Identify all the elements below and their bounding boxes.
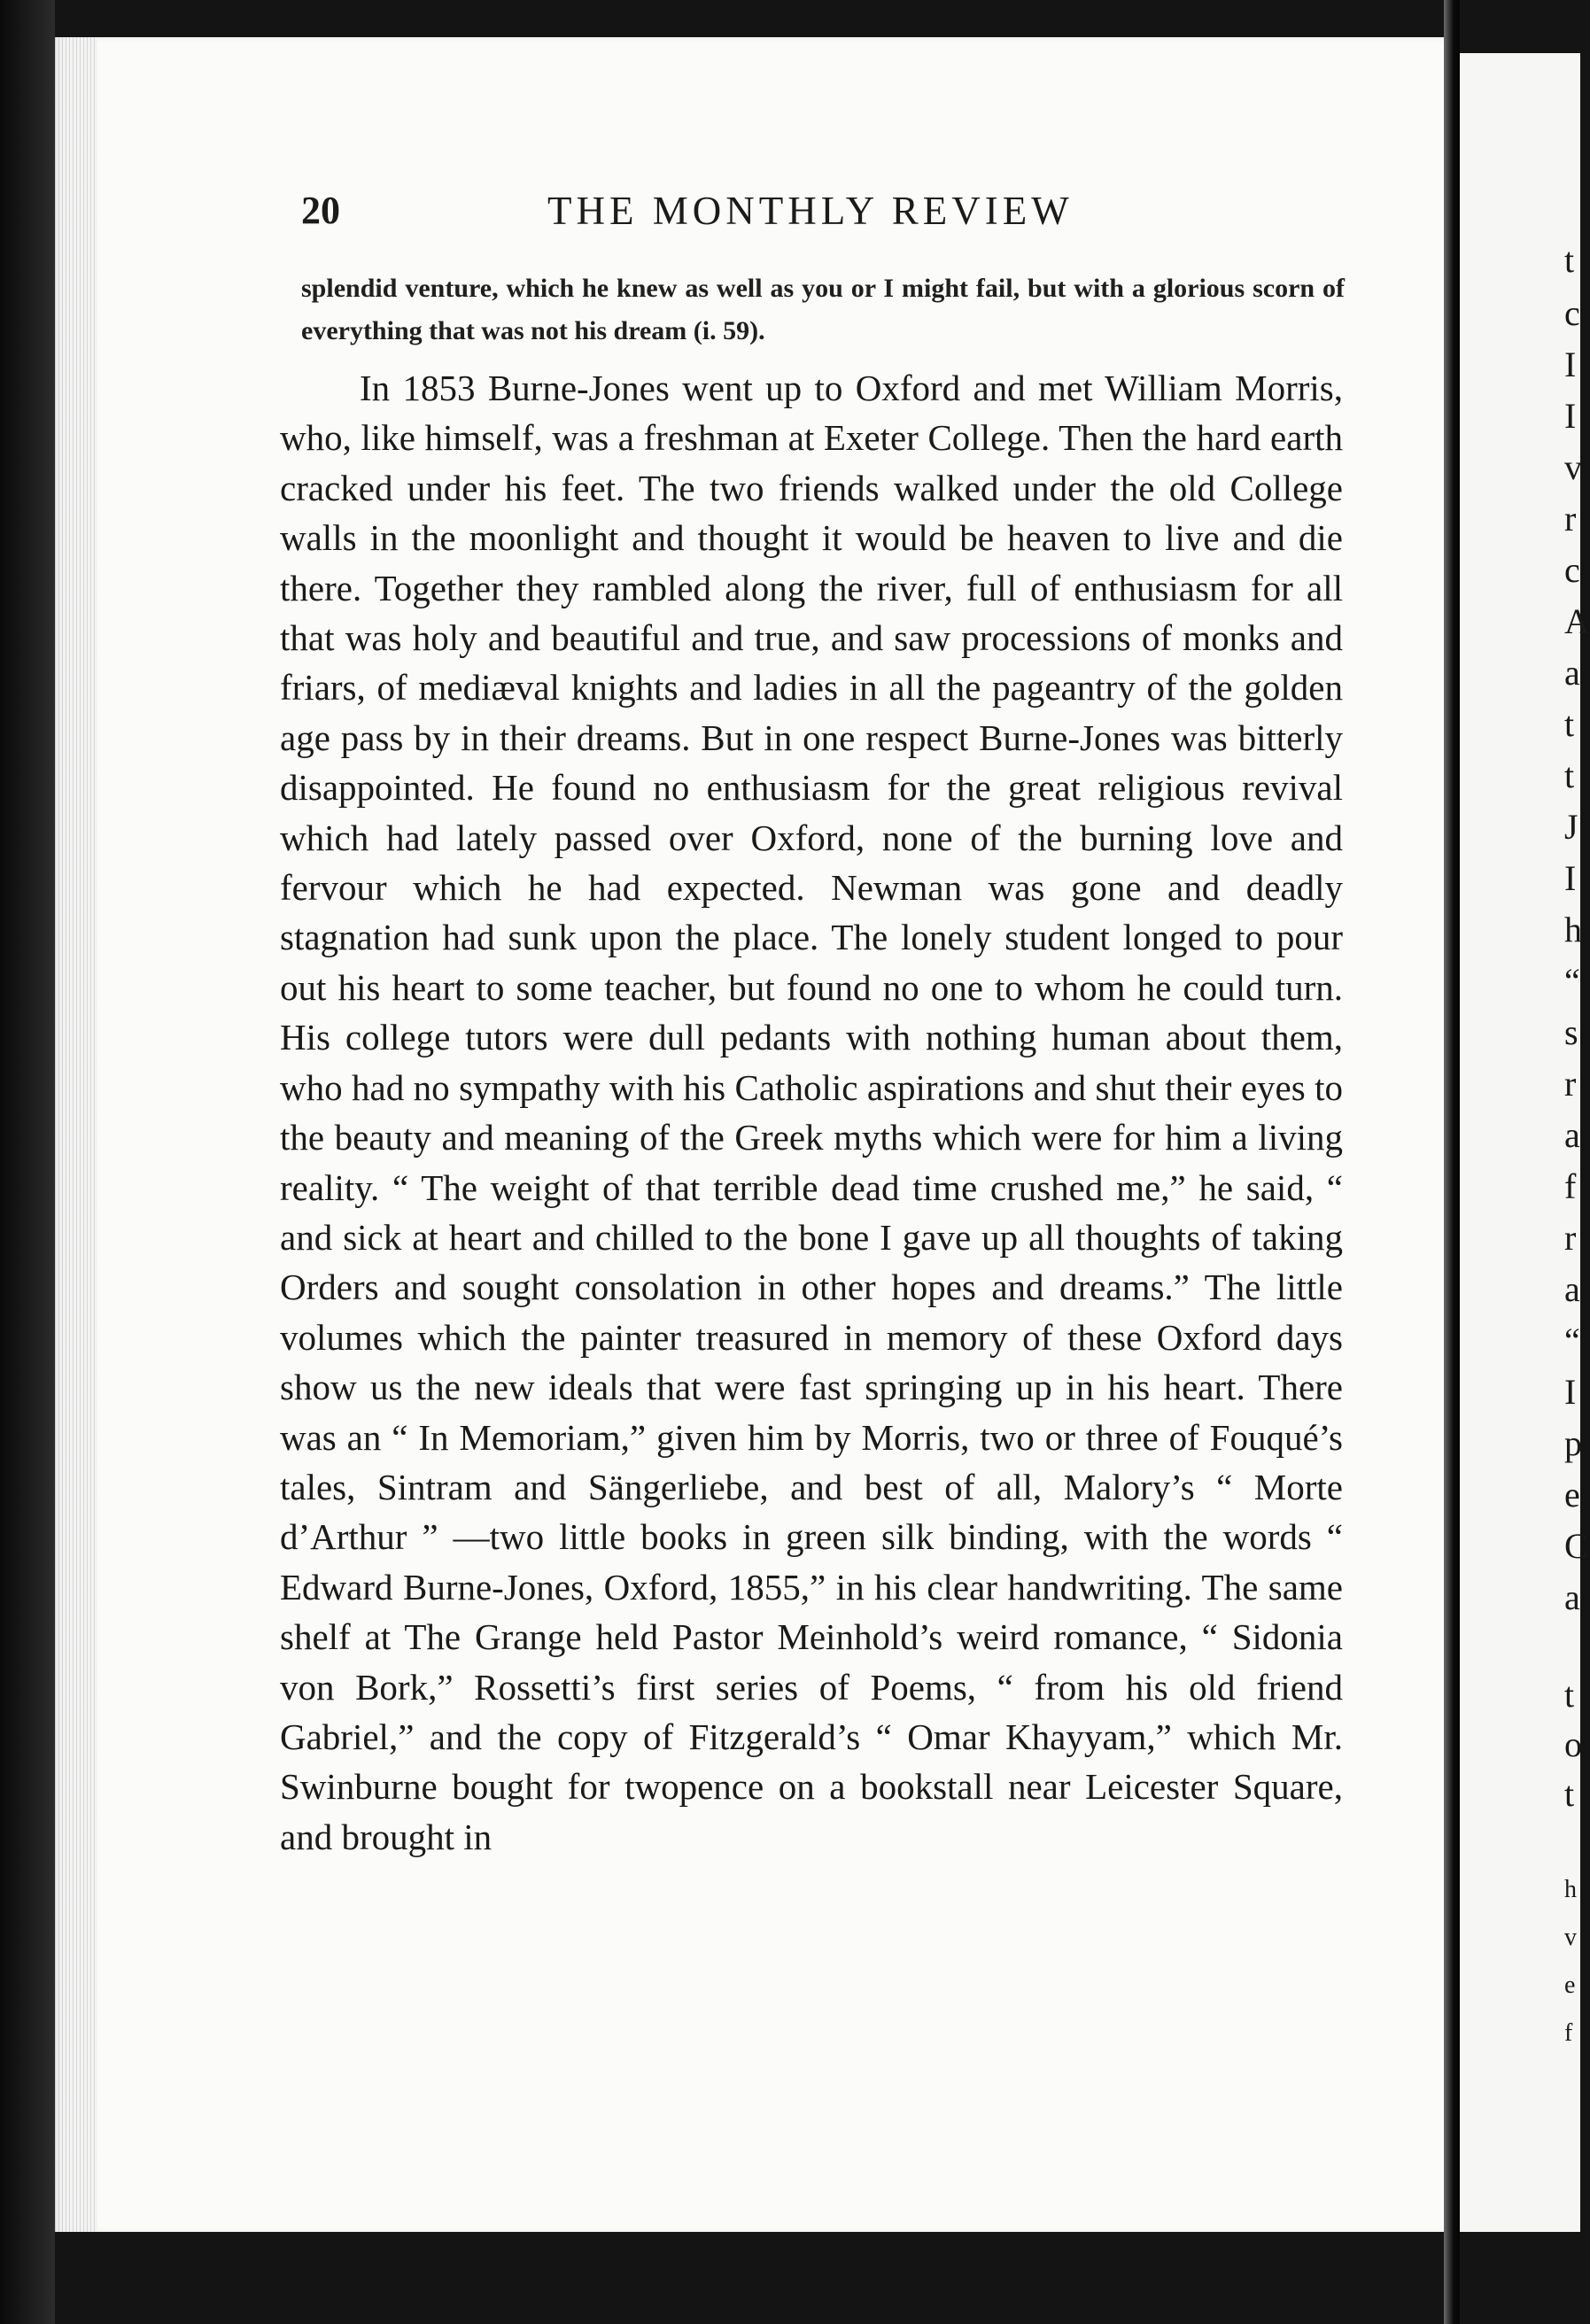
facing-page-letter: J <box>1564 807 1578 847</box>
facing-page-letter: I <box>1564 1372 1577 1412</box>
facing-page-letter: I <box>1564 396 1577 436</box>
facing-page-letter: v <box>1564 1924 1577 1951</box>
facing-page-letter: t <box>1564 1774 1575 1814</box>
facing-page-letter: t <box>1564 755 1575 795</box>
facing-page-letter: c <box>1564 550 1580 590</box>
facing-page-letter: a <box>1564 1577 1580 1617</box>
facing-page-letter: t <box>1564 240 1575 280</box>
facing-page-letter: “ <box>1564 961 1580 1001</box>
facing-page-letter: A <box>1564 601 1590 641</box>
journal-title: THE MONTHLY REVIEW <box>547 189 1074 233</box>
facing-page-letter: h <box>1564 910 1582 949</box>
block-quote: splendid venture, which he knew as well as you or I might fail, but with a glorious scorn of everything that was not his dream (i. 59). <box>301 274 1345 345</box>
facing-page-letter: I <box>1564 858 1577 898</box>
facing-page-letter: c <box>1564 293 1580 333</box>
facing-page-letter: r <box>1564 1064 1577 1104</box>
facing-page-letter: a <box>1564 1115 1580 1155</box>
facing-page-letter: r <box>1564 1218 1577 1258</box>
page-stack-edge <box>55 37 97 2232</box>
page-number: 20 <box>301 189 340 232</box>
facing-page-letter: e <box>1564 1475 1580 1514</box>
facing-page-letter: a <box>1564 653 1580 693</box>
facing-page-letter: f <box>1564 1166 1577 1206</box>
running-head <box>301 188 1169 250</box>
facing-page-letter: o <box>1564 1724 1582 1764</box>
facing-page-letter: p <box>1564 1423 1582 1463</box>
facing-page-letter: t <box>1564 704 1575 744</box>
facing-page-letter: f <box>1564 2019 1573 2047</box>
paragraph-text: In 1853 Burne-Jones went up to Oxford and met William Morris, who, like himself, was a freshman at Exeter College. Then the hard earth cracked under his feet. The two friends walked under the old College walls in the moonlight and thought it would be heaven to live and die there. Together they rambled along the river, full of enthusiasm for all that was holy and beautiful and true, and saw processions of monks and friars, of mediæval knights and ladies in all the pageantry of the golden age pass by in their dreams. But in one respect Burne-Jones was bitterly disappointed. He found no enthusiasm for the great religious revival which had lately passed over Oxford, none of the burning love and fervour which he had expected. Newman was gone and deadly stagnation had sunk upon the place. The lonely student longed to pour out his heart to some teacher, but found no one to whom he could turn. His college tutors were dull pedants with nothing human about them, who had no sympathy with his Catholic aspirations and shut their eyes to the beauty and meaning of the Greek myths which were for him a living reality. “ The weight of that terrible dead time crushed me,” he said, “ and sick at heart and chilled to the bone I gave up all thoughts of taking Orders and sought consolation in other hopes and dreams.” The little volumes which the painter treasured in memory of these Oxford days show us the new ideals that were fast springing up in his heart. There was an “ In Memoriam,” given him by Morris, two or three of Fouqué’s tales, Sintram and Sängerliebe, and best of all, Malory’s “ Morte d’Arthur ” —two little books in green silk binding, with the words “ Edward Burne-Jones, Oxford, 1855,” in his clear handwriting. The same shelf at The Grange held Pastor Meinhold’s weird romance, “ Sidonia von Bork,” Rossetti’s first series of Poems, “ from his old friend Gabriel,” and the copy of Fitzgerald’s “ Omar Khayyam,” which Mr. Swinburne bought for twopence on a bookstall near Leicester Square, and brought in <box>280 368 1343 1857</box>
facing-page-letter: e <box>1564 1972 1576 1999</box>
body-paragraph <box>280 363 1343 1862</box>
facing-page-edge <box>1460 53 1590 2232</box>
facing-page-letter: a <box>1564 1269 1580 1309</box>
facing-page-letter: s <box>1564 1012 1578 1052</box>
book-gutter <box>1444 0 1460 2324</box>
facing-page-letter: r <box>1564 499 1577 538</box>
facing-page-letter: t <box>1564 1675 1575 1715</box>
facing-page-letter: h <box>1564 1876 1577 1903</box>
facing-page-letter: v <box>1564 447 1582 487</box>
scan-background-left <box>0 0 55 2324</box>
facing-page-letter: C <box>1564 1526 1588 1566</box>
facing-page-letter: “ <box>1564 1321 1580 1360</box>
facing-page-letter: I <box>1564 345 1577 384</box>
